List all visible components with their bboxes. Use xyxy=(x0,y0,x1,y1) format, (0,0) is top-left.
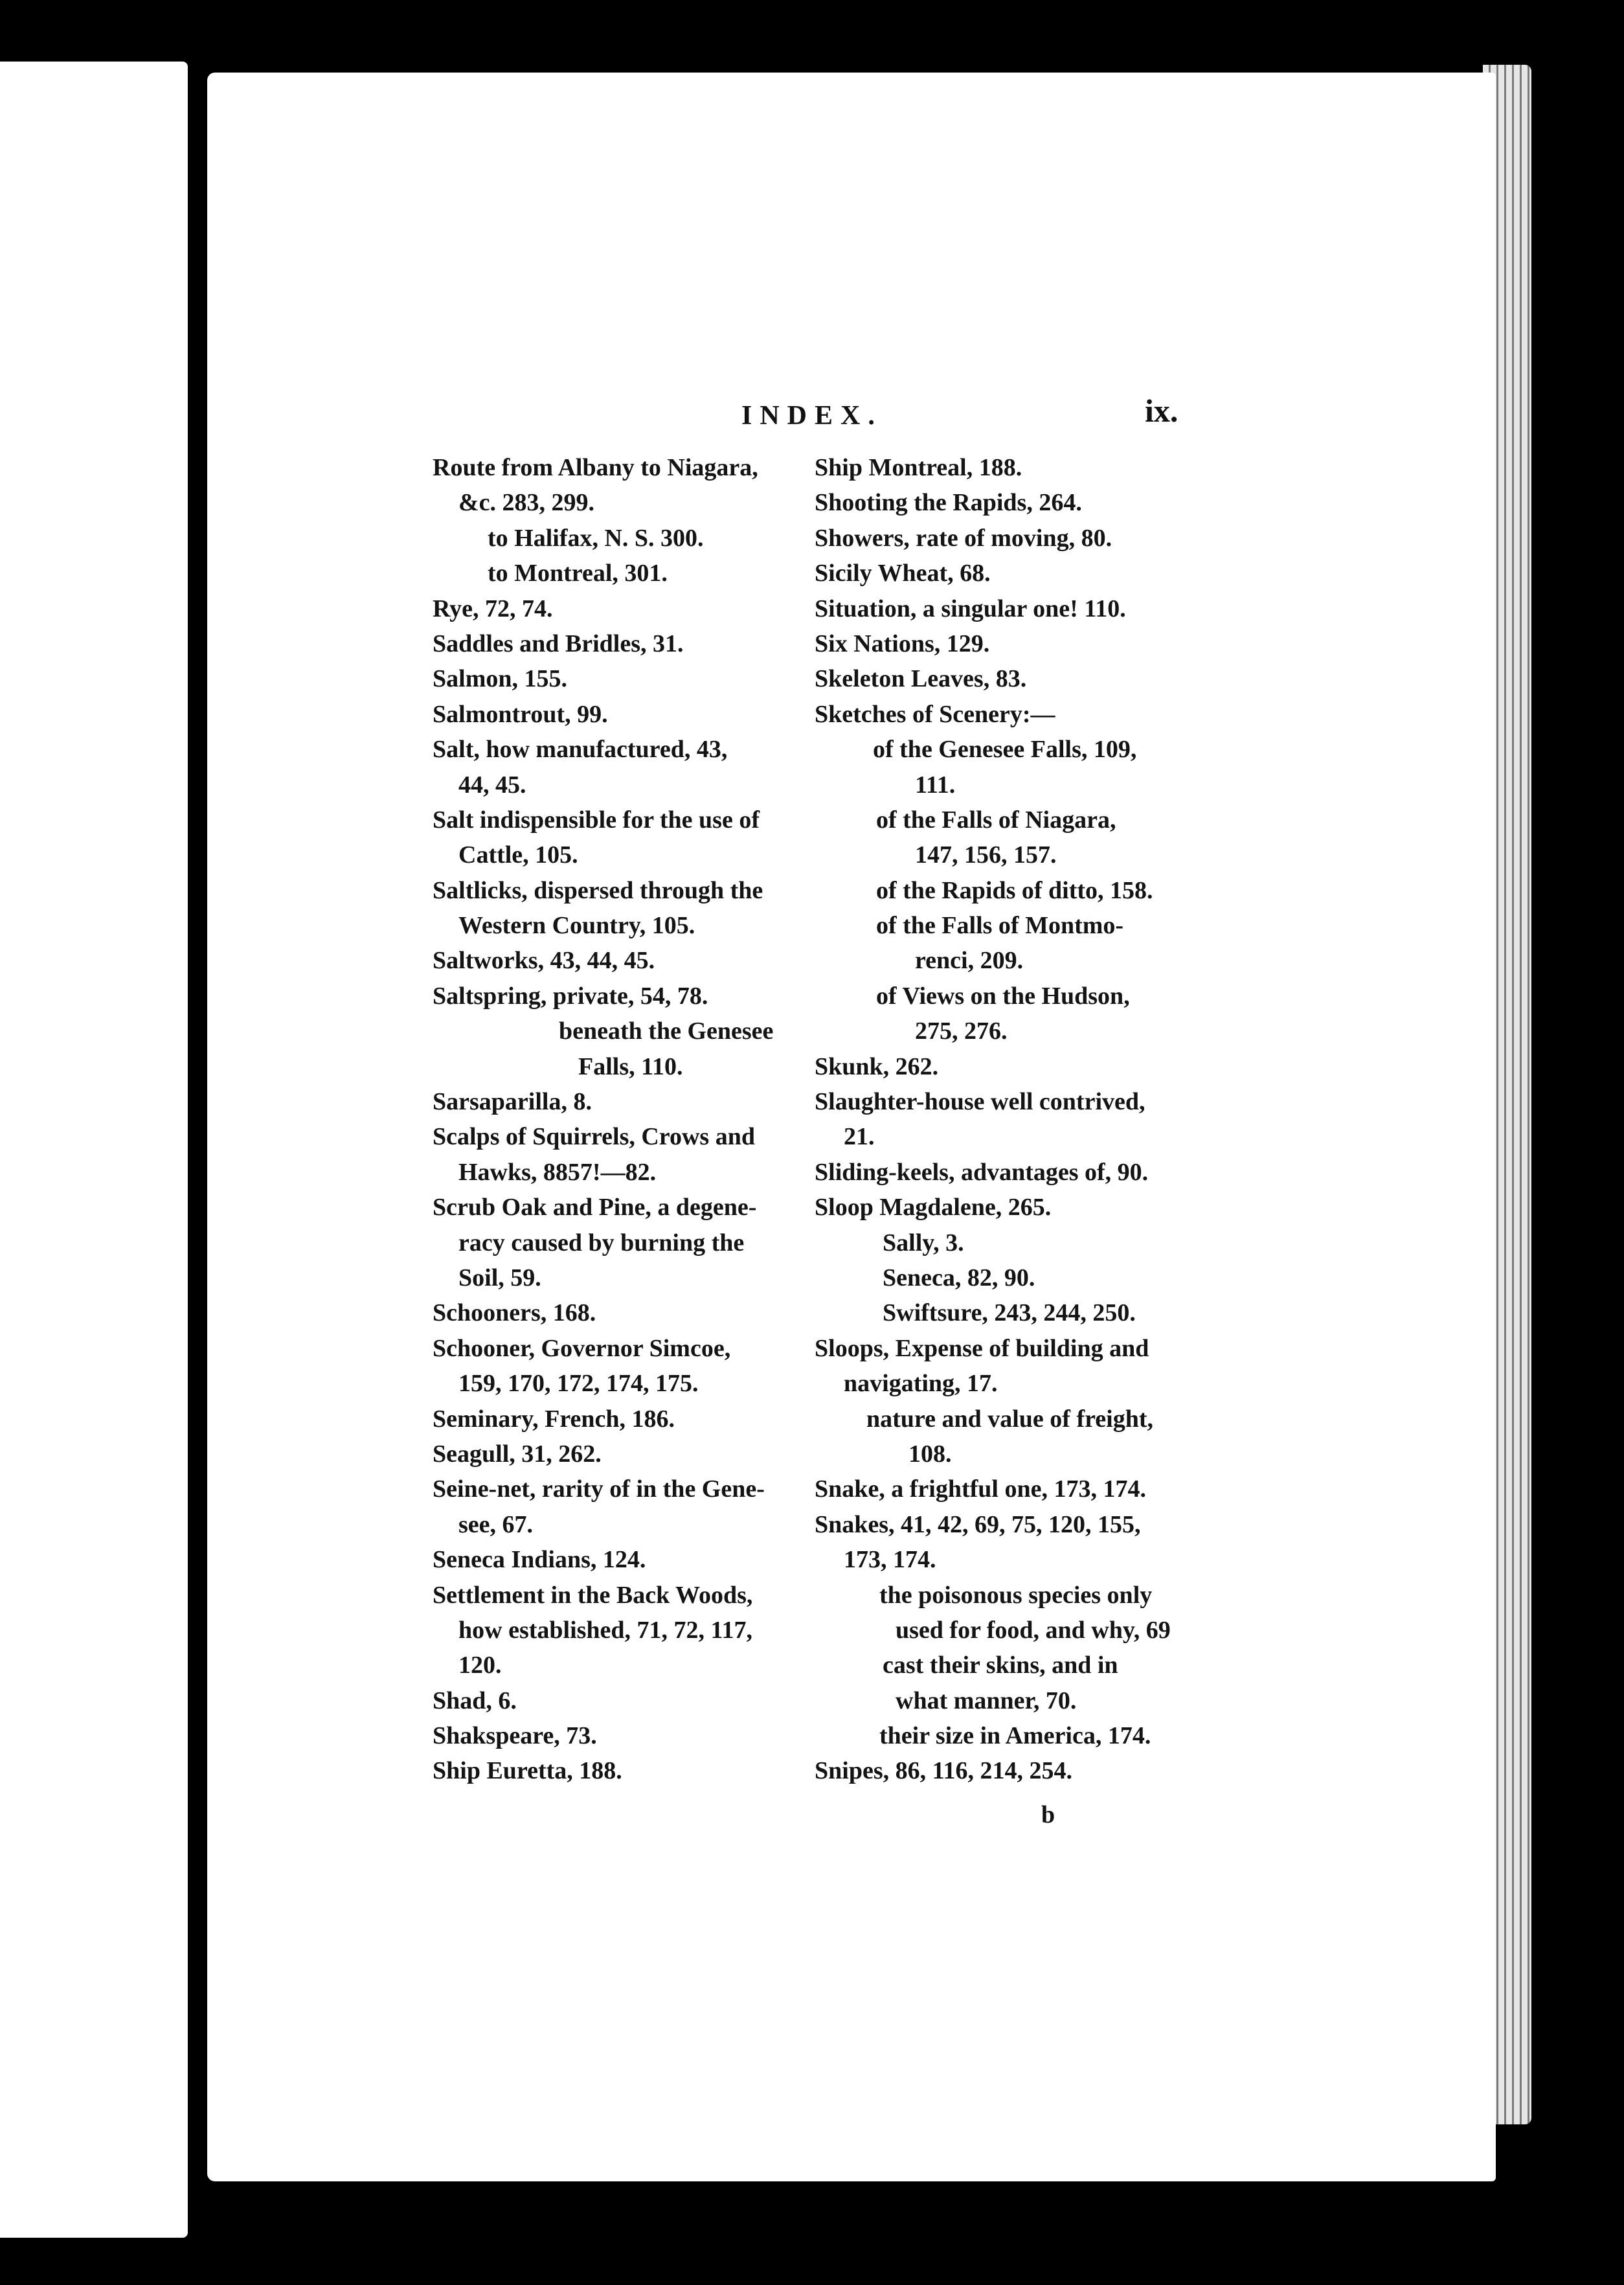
index-line: Seneca Indians, 124. xyxy=(433,1546,646,1574)
index-line: 120. xyxy=(458,1652,502,1679)
index-line: nature and value of freight, xyxy=(866,1405,1153,1433)
index-line: Seminary, French, 186. xyxy=(433,1405,675,1433)
index-line: renci, 209. xyxy=(915,947,1024,975)
index-line: Snakes, 41, 42, 69, 75, 120, 155, xyxy=(815,1510,1141,1538)
index-line: their size in America, 174. xyxy=(879,1722,1151,1750)
index-line: Salt indispensible for the use of xyxy=(433,806,760,834)
index-line: Six Nations, 129. xyxy=(815,630,990,657)
index-line: Hawks, 8857!—82. xyxy=(458,1158,657,1186)
index-line: Saltworks, 43, 44, 45. xyxy=(433,947,655,975)
index-line: 275, 276. xyxy=(915,1017,1008,1045)
index-line: the poisonous species only xyxy=(879,1581,1153,1609)
index-line: Snipes, 86, 116, 214, 254. xyxy=(815,1757,1073,1785)
index-line: of the Rapids of ditto, 158. xyxy=(876,876,1153,904)
index-line: Snake, a frightful one, 173, 174. xyxy=(815,1475,1146,1503)
index-line: of the Falls of Niagara, xyxy=(876,806,1116,834)
index-line: Swiftsure, 243, 244, 250. xyxy=(883,1299,1136,1327)
index-line: Salmon, 155. xyxy=(433,665,567,693)
index-line: 159, 170, 172, 174, 175. xyxy=(458,1370,699,1398)
index-line: Route from Albany to Niagara, xyxy=(433,454,758,481)
index-line: of the Falls of Montmo- xyxy=(876,912,1124,940)
index-line: Sketches of Scenery:— xyxy=(815,700,1055,728)
index-line: Seneca, 82, 90. xyxy=(883,1264,1035,1291)
index-column-left xyxy=(433,450,796,1789)
index-line: Falls, 110. xyxy=(578,1052,683,1080)
index-line: Salmontrout, 99. xyxy=(433,700,608,728)
index-line: &c. 283, 299. xyxy=(458,489,595,517)
index-line: of the Genesee Falls, 109, xyxy=(873,736,1137,764)
index-line: Sicily Wheat, 68. xyxy=(815,560,991,587)
index-line: to Halifax, N. S. 300. xyxy=(488,524,704,552)
index-column-right xyxy=(815,450,1179,1789)
index-line: Schooners, 168. xyxy=(433,1299,596,1327)
index-line: Schooner, Governor Simcoe, xyxy=(433,1334,731,1362)
index-line: Seine-net, rarity of in the Gene- xyxy=(433,1475,765,1503)
index-line: to Montreal, 301. xyxy=(488,560,668,587)
index-line: Sloop Magdalene, 265. xyxy=(815,1194,1052,1222)
index-line: Ship Euretta, 188. xyxy=(433,1757,622,1785)
index-line: 147, 156, 157. xyxy=(915,841,1057,869)
index-line: Western Country, 105. xyxy=(458,912,695,940)
index-line: Showers, rate of moving, 80. xyxy=(815,524,1112,552)
index-line: Slaughter-house well contrived, xyxy=(815,1088,1145,1116)
index-line: Sloops, Expense of building and xyxy=(815,1334,1149,1362)
index-line: beneath the Genesee xyxy=(559,1017,774,1045)
index-line: 111. xyxy=(915,771,956,799)
index-line: racy caused by burning the xyxy=(458,1229,745,1256)
index-line: Shad, 6. xyxy=(433,1687,517,1714)
index-line: Settlement in the Back Woods, xyxy=(433,1581,753,1609)
index-line: Skunk, 262. xyxy=(815,1052,939,1080)
index-line: Saltlicks, dispersed through the xyxy=(433,876,763,904)
index-line: see, 67. xyxy=(458,1510,534,1538)
running-head: INDEX. xyxy=(741,401,883,431)
index-line: 173, 174. xyxy=(844,1546,936,1574)
index-line: Saddles and Bridles, 31. xyxy=(433,630,684,657)
index-line: used for food, and why, 69 xyxy=(896,1616,1171,1644)
index-line: Sarsaparilla, 8. xyxy=(433,1088,592,1116)
index-line: 44, 45. xyxy=(458,771,526,799)
index-line: Scrub Oak and Pine, a degene- xyxy=(433,1194,757,1222)
index-line: Scalps of Squirrels, Crows and xyxy=(433,1123,755,1151)
index-line: Saltspring, private, 54, 78. xyxy=(433,982,708,1010)
index-line: Shooting the Rapids, 264. xyxy=(815,489,1082,517)
index-line: Skeleton Leaves, 83. xyxy=(815,665,1027,693)
index-line: Sliding-keels, advantages of, 90. xyxy=(815,1158,1149,1186)
index-line: Cattle, 105. xyxy=(458,841,578,869)
index-line: Situation, a singular one! 110. xyxy=(815,595,1126,622)
signature-mark: b xyxy=(1041,1801,1055,1828)
facing-page-edge xyxy=(0,62,188,2238)
index-line: of Views on the Hudson, xyxy=(876,982,1130,1010)
index-line: Salt, how manufactured, 43, xyxy=(433,736,728,764)
page-number: ix. xyxy=(1145,392,1179,429)
index-line: Ship Montreal, 188. xyxy=(815,454,1022,481)
index-line: Soil, 59. xyxy=(458,1264,541,1291)
index-line: 108. xyxy=(908,1440,952,1468)
index-line: Seagull, 31, 262. xyxy=(433,1440,602,1468)
index-line: navigating, 17. xyxy=(844,1370,998,1398)
index-line: Rye, 72, 74. xyxy=(433,595,553,622)
index-line: 21. xyxy=(844,1123,875,1151)
index-line: what manner, 70. xyxy=(896,1687,1077,1714)
index-line: Sally, 3. xyxy=(883,1229,964,1256)
index-line: cast their skins, and in xyxy=(883,1652,1118,1679)
index-line: how established, 71, 72, 117, xyxy=(458,1616,752,1644)
index-line: Shakspeare, 73. xyxy=(433,1722,597,1750)
